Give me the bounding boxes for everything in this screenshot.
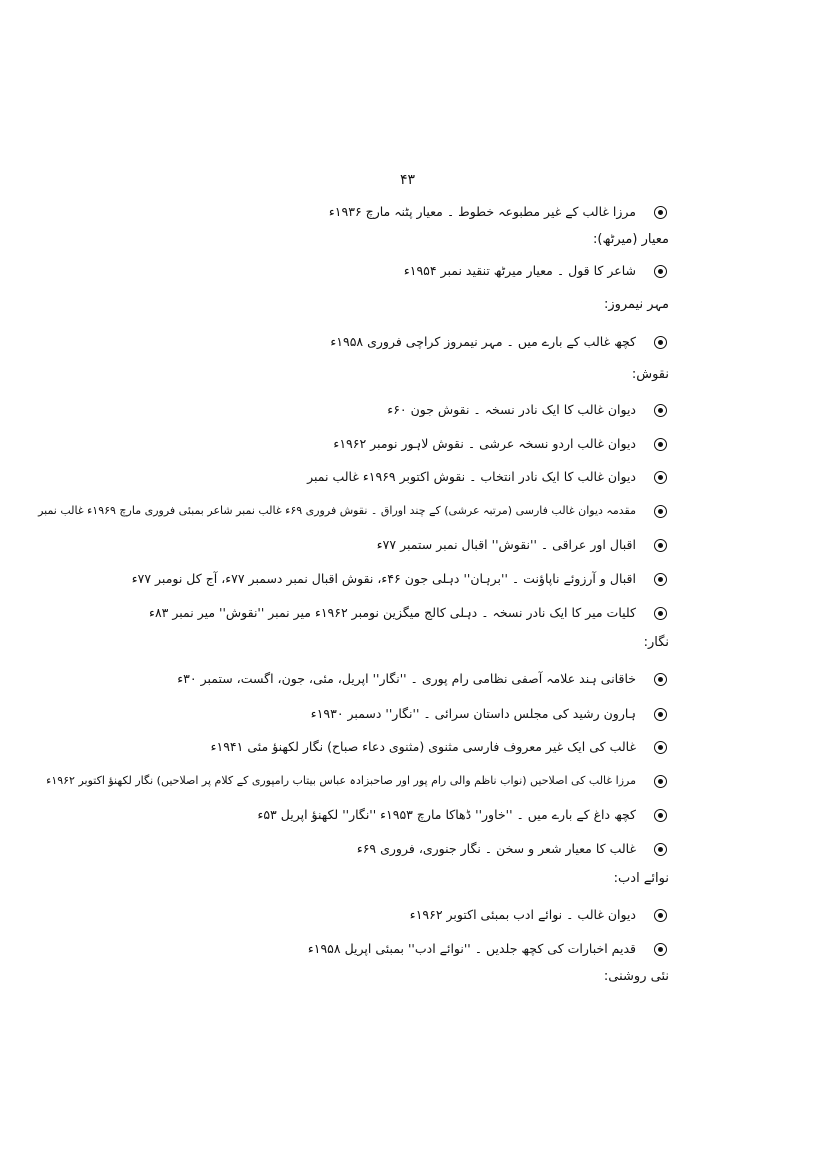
bullet-icon [654,471,667,484]
item-text: غالب کی ایک غیر معروف فارسی مثنوی (مثنوی دعاء صباح) نگار لکھنؤ مئی ۱۹۴۱ء [210,739,636,754]
bullet-icon [654,539,667,552]
item-text: اقبال اور عراقی ۔ ''نقوش'' اقبال نمبر ستمبر ۷۷ء [376,537,636,552]
item-text: کچھ غالب کے بارے میں ۔ مہر نیمروز کراچی فروری ۱۹۵۸ء [330,334,636,349]
section-heading: معیار (میرٹھ): [593,232,669,247]
item-text: کچھ داغ کے بارے میں ۔ ''خاور'' ڈھاکا مارچ ۱۹۵۳ء ''نگار'' لکھنؤ اپریل ۵۳ء [257,807,636,822]
bullet-icon [654,809,667,822]
list-item [377,533,667,557]
list-item [211,735,667,759]
list-item [307,465,667,489]
list-item [410,903,667,927]
list-item [329,200,667,224]
item-text: مرزا غالب کے غیر مطبوعہ خطوط ۔ معیار پٹنہ مارچ ۱۹۳۶ء [328,204,636,219]
list-item [357,837,667,861]
bullet-icon [654,438,667,451]
bullet-icon [654,336,667,349]
bullet-icon [654,673,667,686]
section-heading: نئی روشنی: [603,969,669,984]
bullet-icon [654,741,667,754]
list-item [311,702,667,726]
item-text: کلیات میر کا ایک نادر نسخہ ۔ دہلی کالج میگزین نومبر ۱۹۶۲ء میر نمبر ''نقوش'' میر نمبر ۸۳ء [149,605,636,620]
section-heading: نقوش: [631,367,669,382]
item-text: دیوان غالب اردو نسخہ عرشی ۔ نقوش لاہور نومبر ۱۹۶۲ء [333,436,636,451]
item-text: دیوان غالب ۔ نوائے ادب بمبئی اکتوبر ۱۹۶۲ء [409,907,636,922]
item-text: مرزا غالب کی اصلاحیں (نواب ناظم والی رام پور اور صاحبزادہ عباس بیتاب رامپوری کے کلام پر اصلاحیں) نگار لکھنؤ اکتوبر ۱۹۶۲ء [46,774,636,787]
bullet-icon [654,206,667,219]
bullet-icon [654,708,667,721]
bullet-icon [654,607,667,620]
list-item [308,937,667,961]
bullet-icon [654,909,667,922]
item-text: خاقانی ہند علامہ آصفی نظامی رام پوری ۔ ''نگار'' اپریل، مئی، جون، اگست، ستمبر ۳۰ء [177,671,636,686]
bullet-icon [654,404,667,417]
item-text: دیوان غالب کا ایک نادر نسخہ ۔ نقوش جون ۶۰ء [387,402,636,417]
list-item [257,803,667,827]
list-item [404,259,667,283]
item-text: قدیم اخبارات کی کچھ جلدیں ۔ ''نوائے ادب'' بمبئی اپریل ۱۹۵۸ء [307,941,636,956]
page-number: ۴۳ [400,172,416,188]
item-text: غالب کا معیار شعر و سخن ۔ نگار جنوری، فروری ۶۹ء [356,841,636,856]
list-item [38,499,667,523]
bullet-icon [654,265,667,278]
section-heading: نگار: [643,635,669,650]
bullet-icon [654,943,667,956]
list-item [333,432,667,456]
list-item [149,601,667,625]
list-item [132,567,667,591]
bullet-icon [654,775,667,788]
item-text: شاعر کا قول ۔ معیار میرٹھ تنقید نمبر ۱۹۵۴ء [403,263,636,278]
section-heading: نوائے ادب: [613,871,669,886]
bullet-icon [654,505,667,518]
list-item [177,667,667,691]
list-item [387,398,667,422]
bullet-icon [654,843,667,856]
item-text: مقدمہ دیوان غالب فارسی (مرتبہ عرشی) کے چند اوراق ۔ نقوش فروری ۶۹ء غالب نمبر شاعر بمبئی فروری مارچ ۱۹۶۹ء غالب نمبر [38,504,636,517]
item-text: ہارون رشید کی مجلس داستان سرائی ۔ ''نگار'' دسمبر ۱۹۳۰ء [310,706,636,721]
list-item [330,330,667,354]
bullet-icon [654,573,667,586]
section-heading: مہر نیمروز: [603,297,669,312]
item-text: دیوان غالب کا ایک نادر انتخاب ۔ نقوش اکتوبر ۱۹۶۹ء غالب نمبر [307,469,636,484]
item-text: اقبال و آرزوئے ناپاؤنت ۔ ''برہان'' دہلی جون ۴۶ء، نقوش اقبال نمبر دسمبر ۷۷ء، آج کل نومبر ۷۷ء [131,571,636,586]
list-item [46,769,667,793]
